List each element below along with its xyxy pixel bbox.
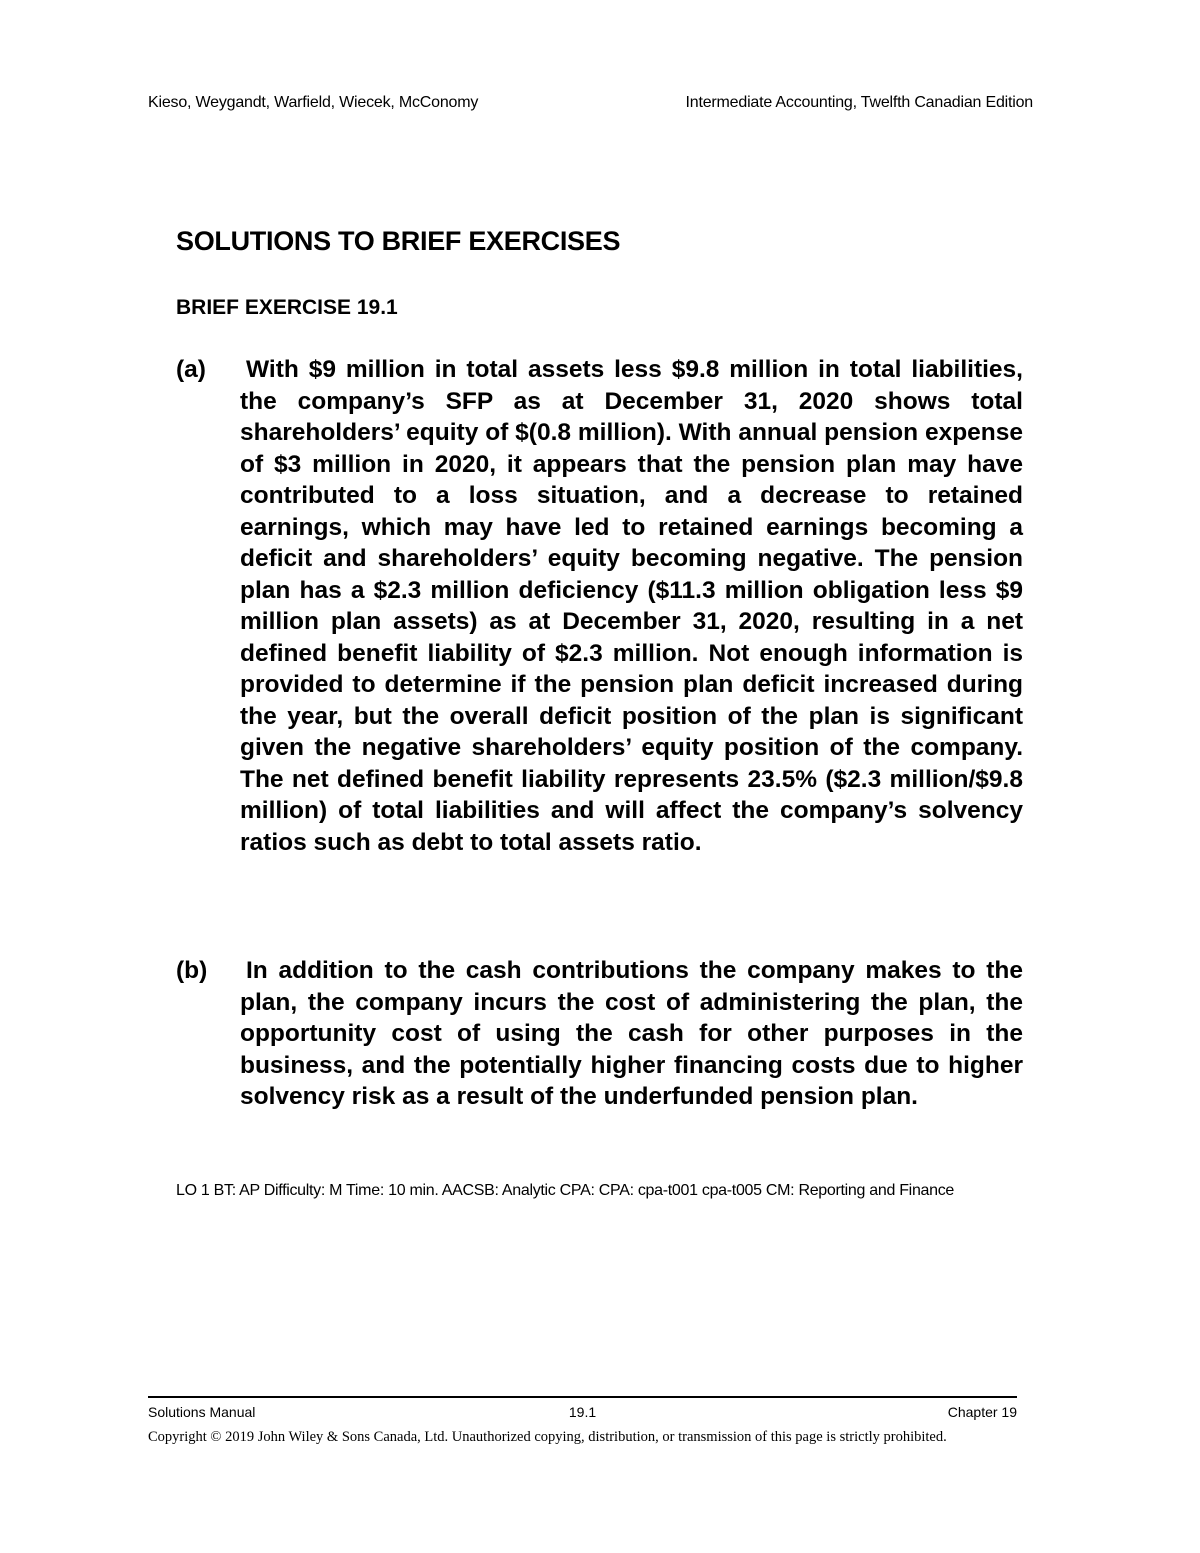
running-header [148,94,1033,118]
part-text-a: With $9 million in total assets less $9.8 million in total liabilities, the company’s SFP as at December 31, 2020 shows total shareholders’ equity of $(0.8 million). With annual pension expense of $3 million in 2020, it appears that the pension plan may have contributed to a loss situation, and a decrease to retained earnings, which may have led to retained earnings becoming a deficit and shareholders’ equity becoming negative. The pension plan has a $2.3 million deficiency ($11.3 million obligation less $9 million plan assets) as at December 31, 2020, resulting in a net defined benefit liability of $2.3 million. Not enough information is provided to determine if the pension plan deficit increased during the year, but the overall deficit position of the plan is significant given the negative shareholders’ equity position of the company. The net defined benefit liability represents 23.5% ($2.3 million/$9.8 million) of total liabilities and will affect the company’s solvency ratios such as debt to total assets ratio. [240,356,1023,856]
answer-part-a [176,354,1023,858]
header-authors: Kieso, Weygandt, Warfield, Wiecek, McConomy [148,94,479,111]
part-label-a: (a) [176,356,206,383]
part-label-b: (b) [176,957,208,984]
footer-page-number: 19.1 [568,1404,597,1420]
exercise-title: BRIEF EXERCISE 19.1 [176,296,398,319]
footer-divider [148,1396,1017,1398]
learning-objective-meta: LO 1 BT: AP Difficulty: M Time: 10 min. AACSB: Analytic CPA: CPA: cpa-t001 cpa-t005 CM: Reporting and Finance [176,1182,955,1199]
copyright-notice: Copyright © 2019 John Wiley & Sons Canada, Ltd. Unauthorized copying, distribution, or transmission of this page is strictly prohibited. [148,1429,947,1445]
header-book-title: Intermediate Accounting, Twelfth Canadian Edition [685,94,1033,111]
answer-part-b [176,955,1023,1113]
footer-chapter: Chapter 19 [947,1404,1017,1420]
footer-manual: Solutions Manual [148,1404,256,1420]
part-text-b: In addition to the cash contributions the company makes to the plan, the company incurs the cost of administering the plan, the opportunity cost of using the cash for other purposes in the business, and the potentially higher financing costs due to higher solvency risk as a result of the underfunded pension plan. [240,957,1023,1110]
section-title: SOLUTIONS TO BRIEF EXERCISES [176,226,621,256]
page-footer [148,1404,1017,1424]
